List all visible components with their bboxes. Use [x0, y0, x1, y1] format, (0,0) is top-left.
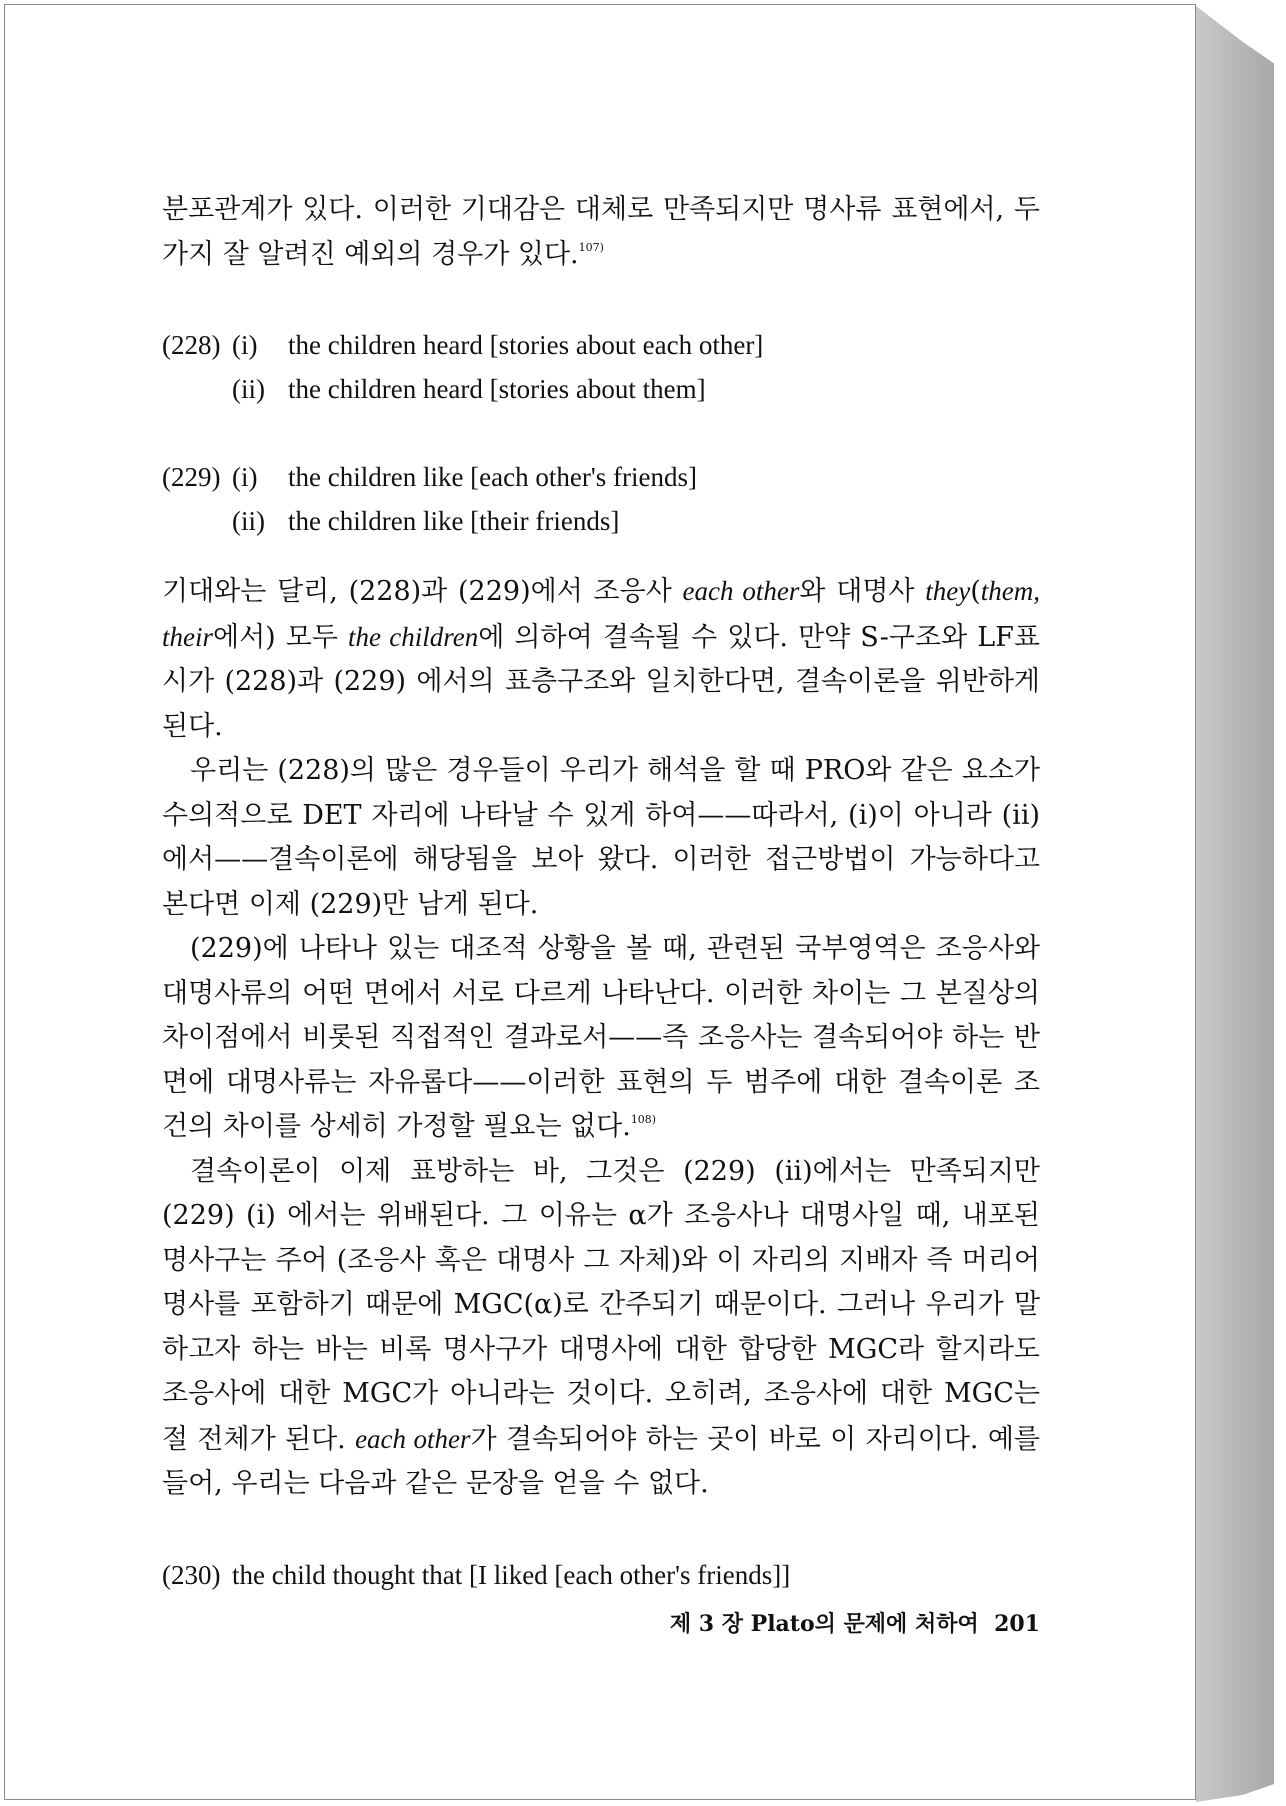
example-text: the children heard [stories about them] — [288, 374, 706, 404]
example-label: (ii) — [232, 506, 265, 536]
example-number: (228) — [162, 330, 221, 360]
paragraph-5 — [162, 1150, 1040, 1507]
paragraph-1 — [162, 188, 1040, 277]
paragraph-2-text: 기대와는 달리, (228)과 (229)에서 조응사 — [162, 576, 683, 607]
italic-term: each other — [355, 1423, 471, 1454]
book-page-edges — [1196, 6, 1274, 1802]
running-footer — [640, 1607, 1040, 1638]
example-text: the child thought that [I liked [each other's friends]] — [232, 1559, 791, 1590]
example-228 — [162, 323, 1040, 411]
example-text: the children heard [stories about each other] — [288, 330, 764, 360]
paragraph-5-text: 가 결속되어야 하는 곳이 바로 이 자리이다. 예를 들어, 우리는 다음과 같은 문장을 얻을 수 없다. — [162, 1423, 1041, 1499]
italic-term: the children — [348, 621, 479, 652]
example-number: (230) — [162, 1559, 221, 1590]
paragraph-4 — [162, 927, 1040, 1150]
example-label: (ii) — [232, 374, 265, 404]
paragraph-3-text: 우리는 (228)의 많은 경우들이 우리가 해석을 할 때 PRO와 같은 요소가 수의적으로 DET 자리에 나타날 수 있게 하여——따라서, (i)이 아니라 (ii)에서——결속이론에 해당됨을 보아 왔다. 이러한 접근방법이 가능하다고 본다면 이제 (229)만 남게 된다. — [162, 755, 1040, 920]
italic-term: they — [925, 576, 971, 606]
example-228-ii — [162, 367, 1040, 411]
example-230-row — [162, 1553, 1040, 1597]
paragraph-2-text: ( — [970, 576, 981, 607]
example-229 — [162, 455, 1040, 543]
footnote-marker-107: 107) — [578, 240, 604, 254]
example-label: (i) — [232, 462, 258, 492]
example-228-i — [162, 323, 1040, 367]
paragraph-2-text: 와 대명사 — [799, 576, 926, 607]
footnote-marker-108: 108) — [630, 1113, 657, 1126]
paragraph-2-text: 에 의하여 결속될 수 있다. 만약 S-구조와 LF표시가 (228)과 (229) 에서의 표층구조와 일치한다면, 결속이론을 위반하게 된다. — [162, 621, 1040, 742]
example-text: the children like [their friends] — [288, 506, 620, 536]
paragraph-2-text: 에서) 모두 — [213, 621, 349, 653]
chapter-title: 제 3 장 Plato의 문제에 처하여 — [669, 1611, 979, 1637]
italic-term: them, their — [162, 576, 1040, 652]
paragraph-5-text: 결속이론이 이제 표방하는 바, 그것은 (229) (ii)에서는 만족되지만 (229) (i) 에서는 위배된다. 그 이유는 α가 조응사나 대명사일 때, 내포된 명사구는 주어 (조응사 혹은 대명사 그 자체)와 이 자리의 지배자 즉 머리어 명사를 포함하기 때문에 MGC(α)로 간주되기 때문이다. 그러나 우리가 말하고자 하는 바는 비록 명사구가 대명사에 대한 합당한 MGC라 할지라도 조응사에 대한 MGC가 아니라는 것이다. 오히려, 조응사에 대한 MGC는 절 전체가 된다. — [162, 1155, 1040, 1455]
example-230 — [162, 1553, 1040, 1597]
example-number: (229) — [162, 462, 221, 492]
paragraph-4-text: (229)에 나타나 있는 대조적 상황을 볼 때, 관련된 국부영역은 조응사와 대명사류의 어떤 면에서 서로 다르게 나타난다. 이러한 차이는 그 본질상의 차이점에서 비롯된 직접적인 결과로서——즉 조응사는 결속되어야 하는 반면에 대명사류는 자유롭다——이러한 표현의 두 범주에 대한 결속이론 조건의 차이를 상세히 가정할 필요는 없다. — [162, 933, 1040, 1142]
paragraph-2 — [162, 569, 1040, 749]
example-text: the children like [each other's friends] — [288, 462, 697, 492]
paragraph-3 — [162, 749, 1040, 927]
example-label: (i) — [232, 330, 258, 360]
example-229-i — [162, 455, 1040, 499]
italic-term: each other — [682, 576, 800, 606]
page-body — [162, 188, 1040, 1597]
example-229-ii — [162, 499, 1040, 543]
page-number: 201 — [994, 1611, 1040, 1637]
paragraph-1-text: 분포관계가 있다. 이러한 기대감은 대체로 만족되지만 명사류 표현에서, 두 가지 잘 알려진 예외의 경우가 있다. — [162, 194, 1040, 270]
